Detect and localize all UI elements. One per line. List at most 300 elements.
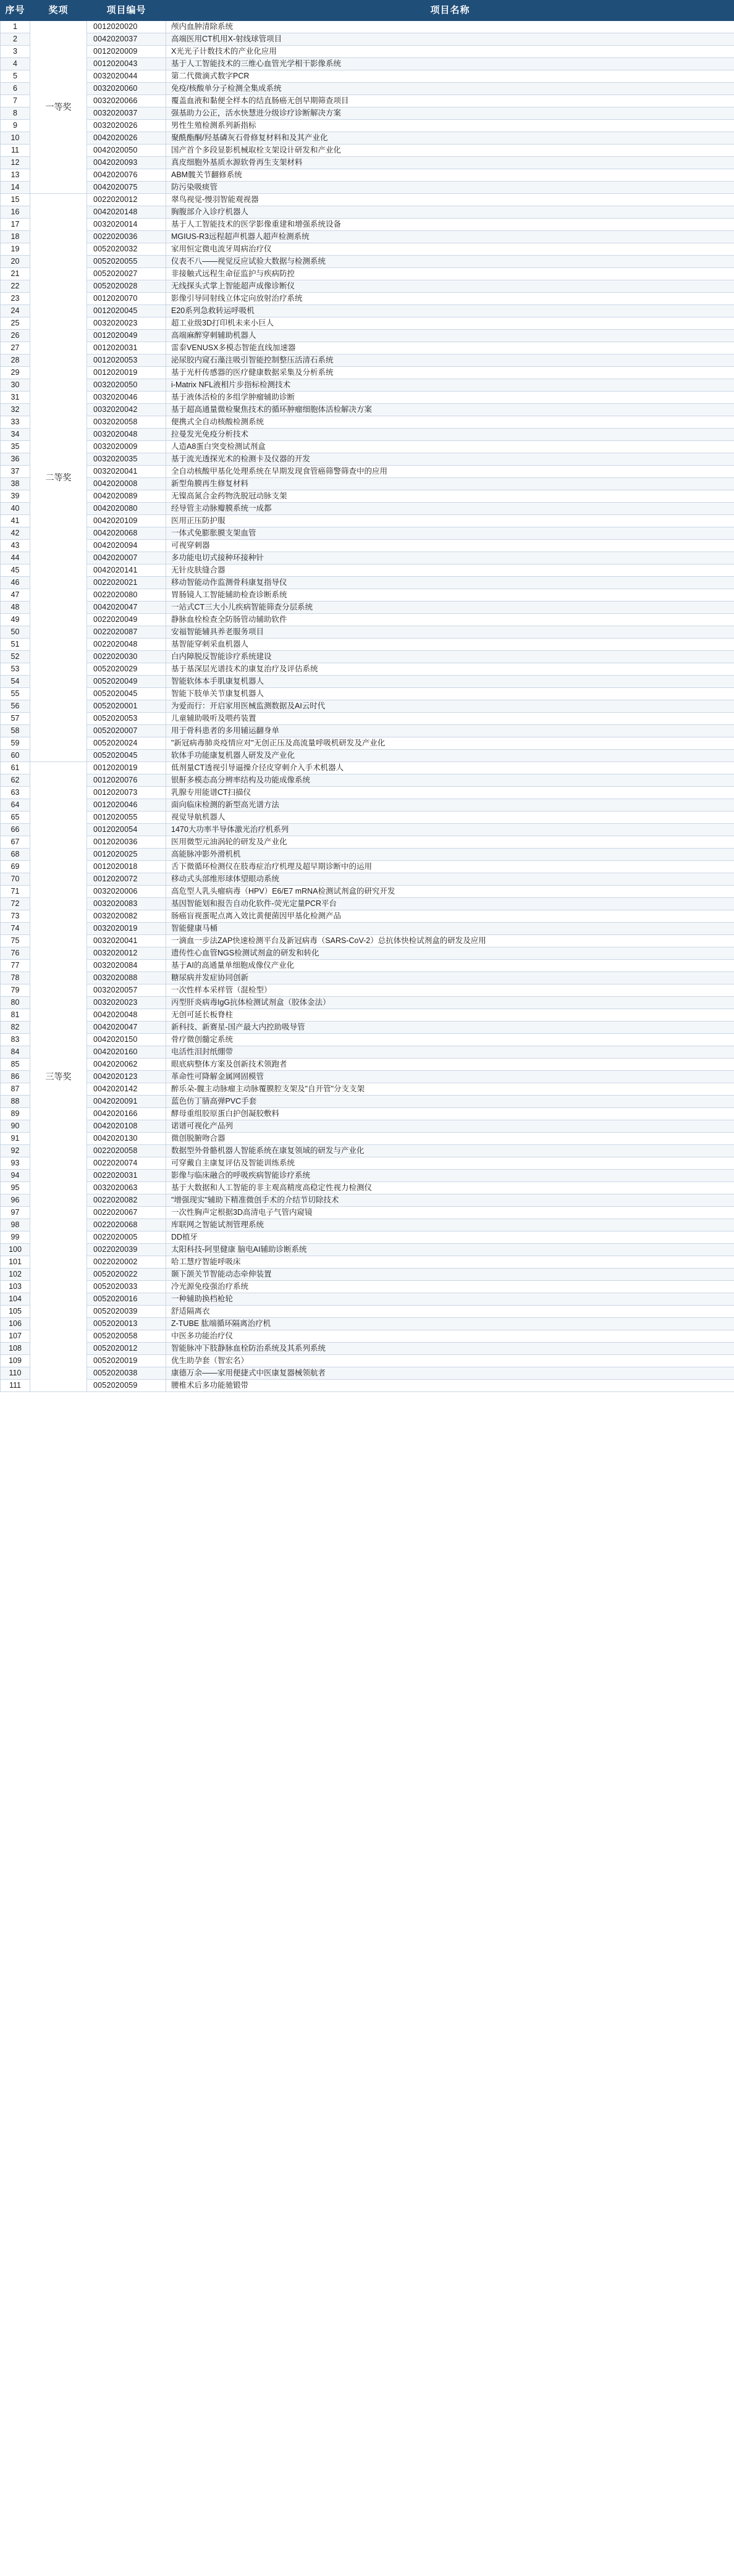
cell-project-name: DD植牙 <box>166 1231 734 1244</box>
cell-project-name: 家用恒定微电流牙周病治疗仪 <box>166 243 734 256</box>
cell-index: 71 <box>1 886 30 898</box>
cell-index: 21 <box>1 268 30 280</box>
table-row <box>1 1009 734 1022</box>
cell-project-code: 0032020023 <box>87 997 166 1009</box>
cell-index: 39 <box>1 490 30 503</box>
cell-project-code: 0052020013 <box>87 1318 166 1330</box>
table-row <box>1 1318 734 1330</box>
cell-project-code: 0042020141 <box>87 564 166 577</box>
table-row <box>1 1380 734 1392</box>
cell-index: 54 <box>1 676 30 688</box>
cell-project-name: 一站式CT三大小儿疾病智能筛查分层系统 <box>166 602 734 614</box>
cell-index: 60 <box>1 750 30 762</box>
cell-project-name: 基于大数据和人工智能的非主观高精度高稳定性视力检测仪 <box>166 1182 734 1194</box>
table-row <box>1 70 734 83</box>
cell-index: 12 <box>1 157 30 169</box>
cell-project-name: 拉曼发光免疫分析技术 <box>166 429 734 441</box>
cell-index: 33 <box>1 416 30 429</box>
cell-index: 76 <box>1 947 30 960</box>
cell-project-name: 新型角膜再生修复材料 <box>166 478 734 490</box>
cell-index: 19 <box>1 243 30 256</box>
cell-project-name: 基因智能划和报告自动化软件-荧光定量PCR平台 <box>166 898 734 910</box>
cell-index: 82 <box>1 1022 30 1034</box>
cell-project-name: 舒适隔离衣 <box>166 1306 734 1318</box>
table-row <box>1 1083 734 1096</box>
cell-index: 98 <box>1 1219 30 1231</box>
table-row <box>1 355 734 367</box>
cell-project-name: 胸腹部介入诊疗机器人 <box>166 206 734 219</box>
table-row <box>1 564 734 577</box>
cell-index: 81 <box>1 1009 30 1022</box>
cell-project-code: 0052020053 <box>87 713 166 725</box>
table-row <box>1 700 734 713</box>
table-row <box>1 824 734 836</box>
table-row <box>1 280 734 293</box>
cell-project-name: 可穿戴自主康复评估及智能训练系统 <box>166 1157 734 1170</box>
cell-project-name: Z-TUBE 肱端循环隔离治疗机 <box>166 1318 734 1330</box>
table-row <box>1 602 734 614</box>
cell-index: 89 <box>1 1108 30 1120</box>
cell-project-code: 0022020082 <box>87 1194 166 1207</box>
cell-index: 24 <box>1 305 30 317</box>
cell-index: 18 <box>1 231 30 243</box>
cell-index: 87 <box>1 1083 30 1096</box>
cell-project-name: 经导管主动脉瓣膜系统一成都 <box>166 503 734 515</box>
cell-project-name: 高危型人乳头瘤病毒（HPV）E6/E7 mRNA检测试剂盒的研究开发 <box>166 886 734 898</box>
cell-project-name: 面向临床检测的新型高光谱方法 <box>166 799 734 812</box>
cell-project-code: 0042020166 <box>87 1108 166 1120</box>
cell-index: 63 <box>1 787 30 799</box>
cell-index: 83 <box>1 1034 30 1046</box>
cell-project-name: "新冠病毒肺炎疫情应对"无创正压及高流量呼吸机研发及产业化 <box>166 737 734 750</box>
table-row <box>1 157 734 169</box>
cell-index: 26 <box>1 330 30 342</box>
cell-project-code: 0042020076 <box>87 169 166 182</box>
cell-project-name: 丙型肝炎病毒IgG抗体检测试剂盒（胶体金法） <box>166 997 734 1009</box>
table-row <box>1 651 734 663</box>
cell-index: 1 <box>1 21 30 33</box>
cell-index: 37 <box>1 466 30 478</box>
cell-project-name: 革命性可降解金属网固模管 <box>166 1071 734 1083</box>
cell-project-code: 0022020021 <box>87 577 166 589</box>
cell-project-code: 0032020063 <box>87 1182 166 1194</box>
cell-project-code: 0012020055 <box>87 812 166 824</box>
cell-project-code: 0042020047 <box>87 1022 166 1034</box>
cell-project-name: 软体手功能康复机器人研发及产业化 <box>166 750 734 762</box>
cell-index: 43 <box>1 540 30 552</box>
cell-project-code: 0012020054 <box>87 824 166 836</box>
cell-project-code: 0012020031 <box>87 342 166 355</box>
cell-project-name: 哈工慧疗智能呼吸床 <box>166 1256 734 1269</box>
cell-project-name: 影像引导同射线立体定向放射治疗系统 <box>166 293 734 305</box>
cell-project-code: 0042020026 <box>87 132 166 145</box>
cell-index: 45 <box>1 564 30 577</box>
cell-project-code: 0022020049 <box>87 614 166 626</box>
table-row <box>1 1157 734 1170</box>
table-row <box>1 713 734 725</box>
cell-project-name: 基于流光透探光术的检测卡及仪器的开发 <box>166 453 734 466</box>
cell-project-code: 0032020048 <box>87 429 166 441</box>
cell-project-code: 0052020039 <box>87 1306 166 1318</box>
cell-index: 16 <box>1 206 30 219</box>
cell-project-name: 多功能电切式接种环接种针 <box>166 552 734 564</box>
cell-project-code: 0042020050 <box>87 145 166 157</box>
table-row <box>1 836 734 849</box>
cell-project-name: 防污染吸痰管 <box>166 182 734 194</box>
cell-index: 11 <box>1 145 30 157</box>
cell-index: 109 <box>1 1355 30 1367</box>
cell-award: 三等奖 <box>30 762 87 1392</box>
cell-project-name: 可视穿刺器 <box>166 540 734 552</box>
cell-project-name: 遗传性心血管NGS检测试剂盒的研发和转化 <box>166 947 734 960</box>
cell-index: 42 <box>1 527 30 540</box>
cell-index: 97 <box>1 1207 30 1219</box>
table-row <box>1 1367 734 1380</box>
table-row <box>1 849 734 861</box>
cell-index: 9 <box>1 120 30 132</box>
cell-index: 104 <box>1 1293 30 1306</box>
cell-index: 7 <box>1 95 30 107</box>
cell-project-code: 0012020045 <box>87 305 166 317</box>
cell-index: 31 <box>1 392 30 404</box>
table-row <box>1 478 734 490</box>
cell-project-name: 中医多功能治疗仪 <box>166 1330 734 1343</box>
table-row <box>1 182 734 194</box>
cell-project-code: 0032020026 <box>87 120 166 132</box>
cell-project-name: 智能健康马桶 <box>166 923 734 935</box>
column-header-name: 项目名称 <box>166 1 734 21</box>
table-row <box>1 873 734 886</box>
cell-project-name: 第二代微滴式数字PCR <box>166 70 734 83</box>
cell-project-name: 无创可延长板脊柱 <box>166 1009 734 1022</box>
cell-project-code: 0052020016 <box>87 1293 166 1306</box>
cell-project-code: 0012020018 <box>87 861 166 873</box>
table-row <box>1 787 734 799</box>
table-row <box>1 46 734 58</box>
table-row <box>1 1145 734 1157</box>
cell-project-name: 一次性胸声定根据3D高清电子气管内窥镜 <box>166 1207 734 1219</box>
cell-project-code: 0042020091 <box>87 1096 166 1108</box>
cell-index: 86 <box>1 1071 30 1083</box>
table-row <box>1 1293 734 1306</box>
cell-project-code: 0032020057 <box>87 984 166 997</box>
cell-project-name: 高端医用CT机用X-射线球管项目 <box>166 33 734 46</box>
cell-index: 66 <box>1 824 30 836</box>
table-row <box>1 614 734 626</box>
cell-index: 25 <box>1 317 30 330</box>
cell-project-name: 颞下颌关节智能动态牵伸装置 <box>166 1269 734 1281</box>
table-row <box>1 1306 734 1318</box>
cell-project-code: 0042020048 <box>87 1009 166 1022</box>
table-row <box>1 1219 734 1231</box>
cell-project-code: 0042020037 <box>87 33 166 46</box>
table-row <box>1 762 734 774</box>
cell-index: 4 <box>1 58 30 70</box>
cell-index: 85 <box>1 1059 30 1071</box>
cell-project-code: 0022020058 <box>87 1145 166 1157</box>
cell-project-code: 0022020087 <box>87 626 166 639</box>
table-row <box>1 972 734 984</box>
cell-project-name: 影像与临床融合的呼吸疾病智能诊疗系统 <box>166 1170 734 1182</box>
cell-index: 30 <box>1 379 30 392</box>
cell-project-name: 医用微型元油涡轮的研发及产业化 <box>166 836 734 849</box>
cell-project-code: 0032020066 <box>87 95 166 107</box>
table-row <box>1 626 734 639</box>
cell-project-name: 基于人工智能技术的医学影像重建和增强系统设备 <box>166 219 734 231</box>
cell-project-code: 0012020072 <box>87 873 166 886</box>
table-row <box>1 169 734 182</box>
cell-project-code: 0032020009 <box>87 441 166 453</box>
cell-project-name: 优生助孕套（智宏名） <box>166 1355 734 1367</box>
cell-project-name: 高端麻醉穿刺辅助机器人 <box>166 330 734 342</box>
cell-index: 92 <box>1 1145 30 1157</box>
cell-project-code: 0032020042 <box>87 404 166 416</box>
cell-project-name: 胃肠镜人工智能辅助检查诊断系统 <box>166 589 734 602</box>
table-row <box>1 1108 734 1120</box>
cell-project-code: 0022020030 <box>87 651 166 663</box>
cell-project-code: 0032020050 <box>87 379 166 392</box>
cell-index: 110 <box>1 1367 30 1380</box>
cell-project-name: 冷光源免疫强治疗系统 <box>166 1281 734 1293</box>
cell-project-name: 静脉血栓检查全防肠管动辅助软件 <box>166 614 734 626</box>
table-row <box>1 540 734 552</box>
column-header-award: 奖项 <box>30 1 87 21</box>
cell-project-name: 雷泰VENUSX多模态智能直线加速器 <box>166 342 734 355</box>
table-row <box>1 1194 734 1207</box>
cell-index: 41 <box>1 515 30 527</box>
cell-index: 59 <box>1 737 30 750</box>
cell-project-code: 0032020041 <box>87 935 166 947</box>
cell-project-code: 0052020049 <box>87 676 166 688</box>
cell-project-name: 基于光杆传感器的医疗健康数据采集及分析系统 <box>166 367 734 379</box>
table-row <box>1 750 734 762</box>
cell-project-code: 0012020073 <box>87 787 166 799</box>
cell-project-code: 0022020031 <box>87 1170 166 1182</box>
cell-project-name: 无线探头式掌上智能超声成像诊断仪 <box>166 280 734 293</box>
cell-project-name: 基于液体活检的多组学肿瘤辅助诊断 <box>166 392 734 404</box>
table-row <box>1 1355 734 1367</box>
cell-project-name: 为爱而行：开启家用医械监测数据及AI云时代 <box>166 700 734 713</box>
cell-project-code: 0042020108 <box>87 1120 166 1133</box>
table-row <box>1 21 734 33</box>
cell-project-name: 酵母重组胶原蛋白护创凝胶敷料 <box>166 1108 734 1120</box>
table-row <box>1 515 734 527</box>
cell-project-name: 便携式全自动核酸检测系统 <box>166 416 734 429</box>
cell-project-name: 移动式头部维形球体望眼动系统 <box>166 873 734 886</box>
cell-project-name: E20系列急救转运呼吸机 <box>166 305 734 317</box>
cell-index: 57 <box>1 713 30 725</box>
cell-project-name: 数据型外骨骼机器人智能系统在康复领域的研发与产业化 <box>166 1145 734 1157</box>
table-row <box>1 1256 734 1269</box>
cell-index: 47 <box>1 589 30 602</box>
cell-project-name: 人造A8蛋白突变检测试剂盒 <box>166 441 734 453</box>
cell-project-name: 医用正压防护服 <box>166 515 734 527</box>
cell-project-name: 移动智能动作监测骨科康复指导仪 <box>166 577 734 589</box>
table-row <box>1 219 734 231</box>
cell-project-code: 0012020019 <box>87 367 166 379</box>
cell-project-code: 0042020008 <box>87 478 166 490</box>
table-row <box>1 132 734 145</box>
cell-project-name: 智能脉冲下肢静脉血栓防治系统及其系列系统 <box>166 1343 734 1355</box>
table-row <box>1 1343 734 1355</box>
cell-project-code: 0032020014 <box>87 219 166 231</box>
cell-project-code: 0042020094 <box>87 540 166 552</box>
cell-project-code: 0032020019 <box>87 923 166 935</box>
cell-project-name: 仪表不八——视觉反应试验大数据与检测系统 <box>166 256 734 268</box>
cell-index: 36 <box>1 453 30 466</box>
table-row <box>1 688 734 700</box>
table-row <box>1 552 734 564</box>
cell-project-code: 0012020070 <box>87 293 166 305</box>
cell-project-name: 太阳科技-阿里健康 脑电AI辅助诊断系统 <box>166 1244 734 1256</box>
cell-project-name: 全自动核酸甲基化处理系统在早期发现食管癌筛警筛查中的应用 <box>166 466 734 478</box>
cell-project-name: 颅内血肿清除系统 <box>166 21 734 33</box>
cell-project-name: 真皮细胞外基质水源软骨再生支架材料 <box>166 157 734 169</box>
cell-project-code: 0052020022 <box>87 1269 166 1281</box>
cell-index: 90 <box>1 1120 30 1133</box>
cell-project-name: 非接触式远程生命征监护与疾病防控 <box>166 268 734 280</box>
table-row <box>1 58 734 70</box>
table-row <box>1 774 734 787</box>
column-header-index: 序号 <box>1 1 30 21</box>
cell-project-name: 微创脱腑吻合器 <box>166 1133 734 1145</box>
table-row <box>1 33 734 46</box>
cell-project-name: 眼底病整体方案及创新技术领跑者 <box>166 1059 734 1071</box>
cell-award: 一等奖 <box>30 21 87 194</box>
cell-index: 48 <box>1 602 30 614</box>
cell-index: 99 <box>1 1231 30 1244</box>
cell-project-code: 0052020045 <box>87 750 166 762</box>
cell-project-name: 聚酰酯酮/羟基磷灰石骨修复材料和及其产业化 <box>166 132 734 145</box>
cell-project-code: 0012020046 <box>87 799 166 812</box>
table-row <box>1 923 734 935</box>
cell-project-code: 0042020007 <box>87 552 166 564</box>
cell-project-code: 0032020058 <box>87 416 166 429</box>
cell-project-code: 0032020012 <box>87 947 166 960</box>
table-row <box>1 95 734 107</box>
cell-project-name: 一种辅助换档枪轮 <box>166 1293 734 1306</box>
cell-project-code: 0012020019 <box>87 762 166 774</box>
cell-index: 108 <box>1 1343 30 1355</box>
cell-project-code: 0052020032 <box>87 243 166 256</box>
cell-index: 77 <box>1 960 30 972</box>
table-row <box>1 663 734 676</box>
cell-project-code: 0012020053 <box>87 355 166 367</box>
cell-project-code: 0042020068 <box>87 527 166 540</box>
cell-project-name: 白内障脱反智能诊疗系统建设 <box>166 651 734 663</box>
cell-project-code: 0042020089 <box>87 490 166 503</box>
cell-project-code: 0052020033 <box>87 1281 166 1293</box>
table-row <box>1 1034 734 1046</box>
table-row <box>1 429 734 441</box>
table-row <box>1 379 734 392</box>
table-row <box>1 1330 734 1343</box>
cell-project-code: 0042020160 <box>87 1046 166 1059</box>
cell-index: 96 <box>1 1194 30 1207</box>
table-row <box>1 404 734 416</box>
cell-project-code: 0042020123 <box>87 1071 166 1083</box>
table-row <box>1 243 734 256</box>
cell-project-name: 无镍高氮合金药物洗脱冠动脉支架 <box>166 490 734 503</box>
cell-project-code: 0052020001 <box>87 700 166 713</box>
table-row <box>1 1071 734 1083</box>
cell-project-name: 男性生殖检测系列新指标 <box>166 120 734 132</box>
cell-project-name: 舌下微循环检测仪在肢毒症治疗机理及超早期诊断中的运用 <box>166 861 734 873</box>
cell-project-code: 0032020084 <box>87 960 166 972</box>
cell-project-name: 醉乐朵-髋主动脉瘤主动脉覆膜腔支架及"自开管"分支支架 <box>166 1083 734 1096</box>
cell-project-name: MGIUS-R3远程超声机器人超声检测系统 <box>166 231 734 243</box>
cell-project-code: 0022020068 <box>87 1219 166 1231</box>
cell-index: 15 <box>1 194 30 206</box>
cell-index: 103 <box>1 1281 30 1293</box>
cell-project-code: 0052020012 <box>87 1343 166 1355</box>
cell-project-code: 0052020059 <box>87 1380 166 1392</box>
cell-project-code: 0022020002 <box>87 1256 166 1269</box>
cell-project-name: i-Matrix NFL液相片步指标检测技术 <box>166 379 734 392</box>
cell-project-name: 基于人工智能技术的三维心血管光学相干影像系统 <box>166 58 734 70</box>
cell-project-code: 0052020055 <box>87 256 166 268</box>
cell-project-code: 0052020028 <box>87 280 166 293</box>
cell-index: 38 <box>1 478 30 490</box>
cell-project-name: 高能脉冲影外滑机机 <box>166 849 734 861</box>
table-row <box>1 107 734 120</box>
cell-project-name: 翠鸟视觉-慢羽智能观视器 <box>166 194 734 206</box>
cell-project-code: 0052020029 <box>87 663 166 676</box>
cell-project-code: 0052020019 <box>87 1355 166 1367</box>
table-row <box>1 317 734 330</box>
cell-project-code: 0052020058 <box>87 1330 166 1343</box>
table-row <box>1 268 734 280</box>
cell-project-code: 0012020043 <box>87 58 166 70</box>
table-row <box>1 861 734 873</box>
cell-project-code: 0032020060 <box>87 83 166 95</box>
cell-index: 102 <box>1 1269 30 1281</box>
cell-award: 二等奖 <box>30 194 87 762</box>
cell-project-name: 用于骨科患者的多用辅运翻身单 <box>166 725 734 737</box>
cell-index: 64 <box>1 799 30 812</box>
cell-project-code: 0022020012 <box>87 194 166 206</box>
cell-project-name: 诺谱可视化产品列 <box>166 1120 734 1133</box>
cell-index: 10 <box>1 132 30 145</box>
cell-project-code: 0052020045 <box>87 688 166 700</box>
cell-project-name: 乳腺专用能谱CT扫描仪 <box>166 787 734 799</box>
cell-index: 75 <box>1 935 30 947</box>
cell-index: 8 <box>1 107 30 120</box>
cell-index: 58 <box>1 725 30 737</box>
cell-project-name: 一体式免膨胀膜支架血管 <box>166 527 734 540</box>
cell-project-code: 0032020083 <box>87 898 166 910</box>
cell-project-code: 0032020041 <box>87 466 166 478</box>
cell-project-code: 0052020027 <box>87 268 166 280</box>
table-row <box>1 466 734 478</box>
cell-project-code: 0042020047 <box>87 602 166 614</box>
cell-project-code: 0022020048 <box>87 639 166 651</box>
table-row <box>1 1182 734 1194</box>
cell-index: 3 <box>1 46 30 58</box>
cell-index: 84 <box>1 1046 30 1059</box>
cell-index: 111 <box>1 1380 30 1392</box>
cell-index: 2 <box>1 33 30 46</box>
table-row <box>1 1022 734 1034</box>
table-row <box>1 1231 734 1244</box>
table-row <box>1 1096 734 1108</box>
cell-index: 80 <box>1 997 30 1009</box>
table-row <box>1 194 734 206</box>
cell-project-code: 0022020074 <box>87 1157 166 1170</box>
cell-project-name: 一次性样本采样管（混检型） <box>166 984 734 997</box>
table-row <box>1 997 734 1009</box>
cell-project-name: 电活性泪封纸绷带 <box>166 1046 734 1059</box>
